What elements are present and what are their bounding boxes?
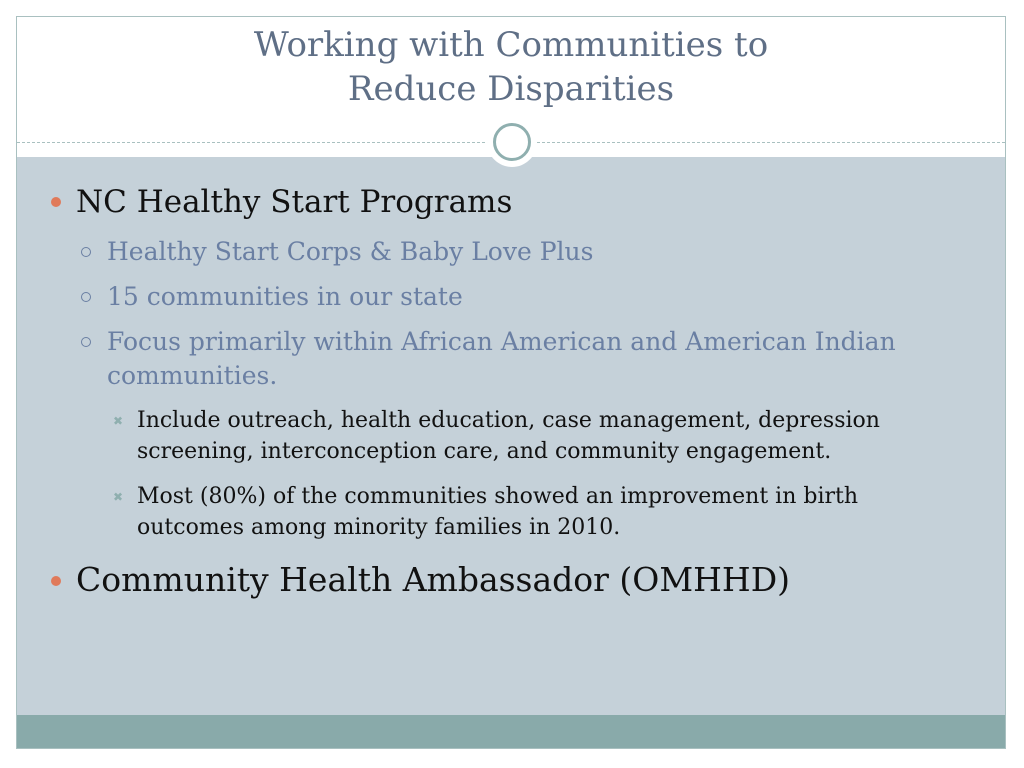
bullet-text-line: screening, interconception care, and community engagement. xyxy=(137,439,832,464)
bullet-text: Community Health Ambassador (OMHHD) xyxy=(76,560,791,599)
bullet-text xyxy=(137,405,880,467)
bullet-text-line: communities. xyxy=(107,361,278,390)
bullet-text xyxy=(107,325,896,393)
x-mark-icon: ✖ xyxy=(113,414,124,428)
bullet-text xyxy=(137,481,858,543)
bullet-text-line: outcomes among minority families in 2010. xyxy=(137,515,621,540)
title-line-2: Reduce Disparities xyxy=(347,69,675,109)
bullet-list xyxy=(17,17,1005,748)
filled-dot-icon xyxy=(51,576,61,586)
bullet-text-line: Most (80%) of the communities showed an improvement in birth xyxy=(137,484,859,509)
bullet-text-line: Focus primarily within African American and American Indian xyxy=(107,327,896,356)
bullet-text: Healthy Start Corps & Baby Love Plus xyxy=(107,237,594,266)
hollow-circle-icon xyxy=(81,292,91,302)
bullet-text-line: Include outreach, health education, case management, depression xyxy=(137,408,880,433)
hollow-circle-icon xyxy=(81,337,91,347)
bullet-text: NC Healthy Start Programs xyxy=(76,184,513,220)
bullet-text: 15 communities in our state xyxy=(107,282,463,311)
hollow-circle-icon xyxy=(81,247,91,257)
footer-bar xyxy=(17,715,1005,748)
slide xyxy=(16,16,1006,749)
title-line-1: Working with Communities to xyxy=(253,25,769,65)
x-mark-icon: ✖ xyxy=(113,490,124,504)
filled-dot-icon xyxy=(51,197,61,207)
